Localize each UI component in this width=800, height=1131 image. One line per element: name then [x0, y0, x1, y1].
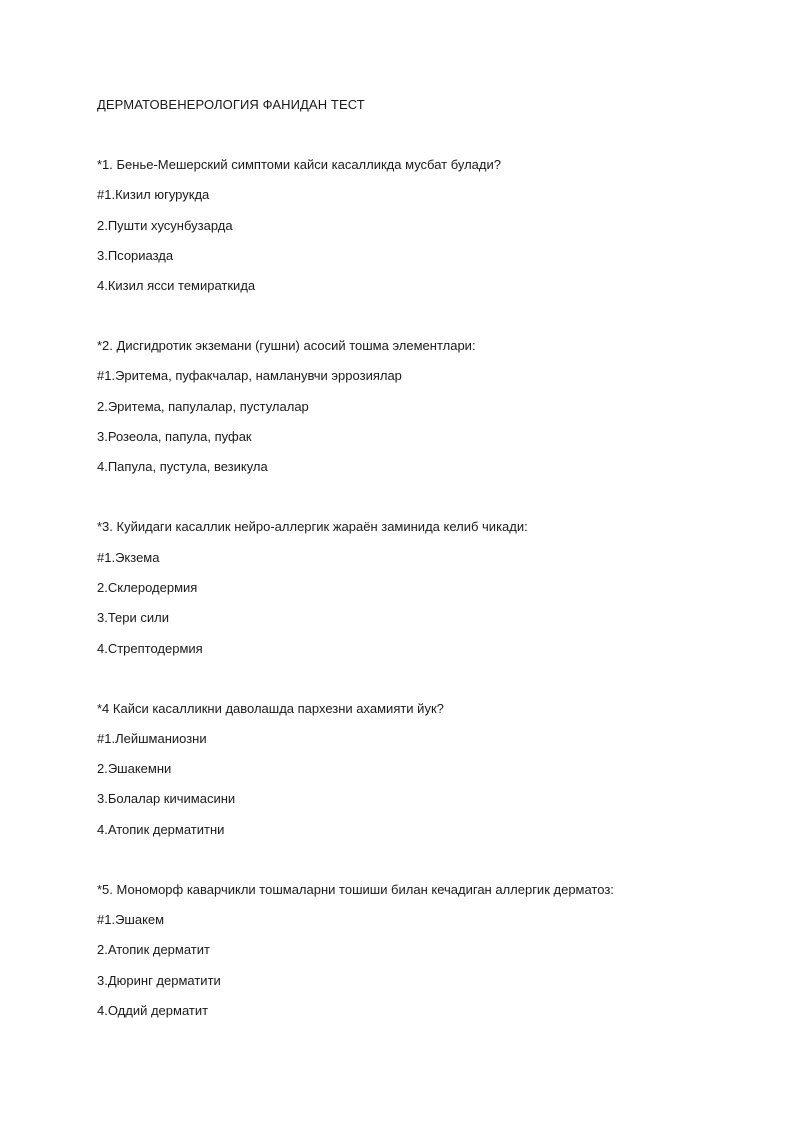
document-title: ДЕРМАТОВЕНЕРОЛОГИЯ ФАНИДАН ТЕСТ: [97, 97, 365, 112]
answer-option: 3.Болалар кичимасини: [97, 791, 236, 807]
question-text: *4 Кайси касалликни даволашда пархезни ахамияти йук?: [97, 700, 444, 716]
answer-option: 3.Тери сили: [97, 610, 169, 626]
answer-option: 3.Дюринг дерматити: [97, 972, 221, 988]
question-text: *3. Куйидаги касаллик нейро-аллергик жараён заминида келиб чикади:: [97, 519, 528, 535]
question-2: [97, 336, 740, 477]
answer-option: 4.Кизил ясси темираткида: [97, 278, 256, 294]
answer-option: 2.Атопик дерматит: [97, 942, 210, 958]
answer-option: #1.Лейшманиозни: [97, 730, 207, 746]
answer-option: 4.Стрептодермия: [97, 640, 203, 656]
answer-option: 2.Эритема, папулалар, пустулалар: [97, 398, 309, 414]
answer-option: 4.Папула, пустула, везикула: [97, 459, 268, 475]
answer-option: #1.Эшакем: [97, 912, 165, 928]
answer-option: 4.Атопик дерматитни: [97, 821, 225, 837]
answer-option: 4.Оддий дерматит: [97, 1002, 209, 1018]
answer-option: 3.Розеола, папула, пуфак: [97, 429, 252, 445]
question-4: [97, 699, 740, 840]
answer-option: 2.Эшакемни: [97, 761, 172, 777]
question-text: *1. Бенье-Мешерский симптоми кайси касалликда мусбат булади?: [97, 157, 501, 172]
question-1: [97, 155, 740, 296]
answer-option: #1.Кизил югурукда: [97, 187, 210, 203]
question-5: [97, 880, 740, 1021]
answer-option: #1.Экзема: [97, 549, 160, 565]
question-text: *5. Мономорф каварчикли тошмаларни тошиши билан кечадиган аллергик дерматоз:: [97, 881, 614, 897]
question-3: [97, 517, 740, 658]
answer-option: 2.Склеродермия: [97, 579, 198, 595]
question-text: *2. Дисгидротик экземани (гушни) асосий тошма элементлари:: [97, 338, 476, 354]
answer-option: 3.Псориазда: [97, 247, 174, 263]
answer-option: #1.Эритема, пуфакчалар, намланувчи эррозиялар: [97, 368, 402, 384]
answer-option: 2.Пушти хусунбузарда: [97, 217, 233, 233]
